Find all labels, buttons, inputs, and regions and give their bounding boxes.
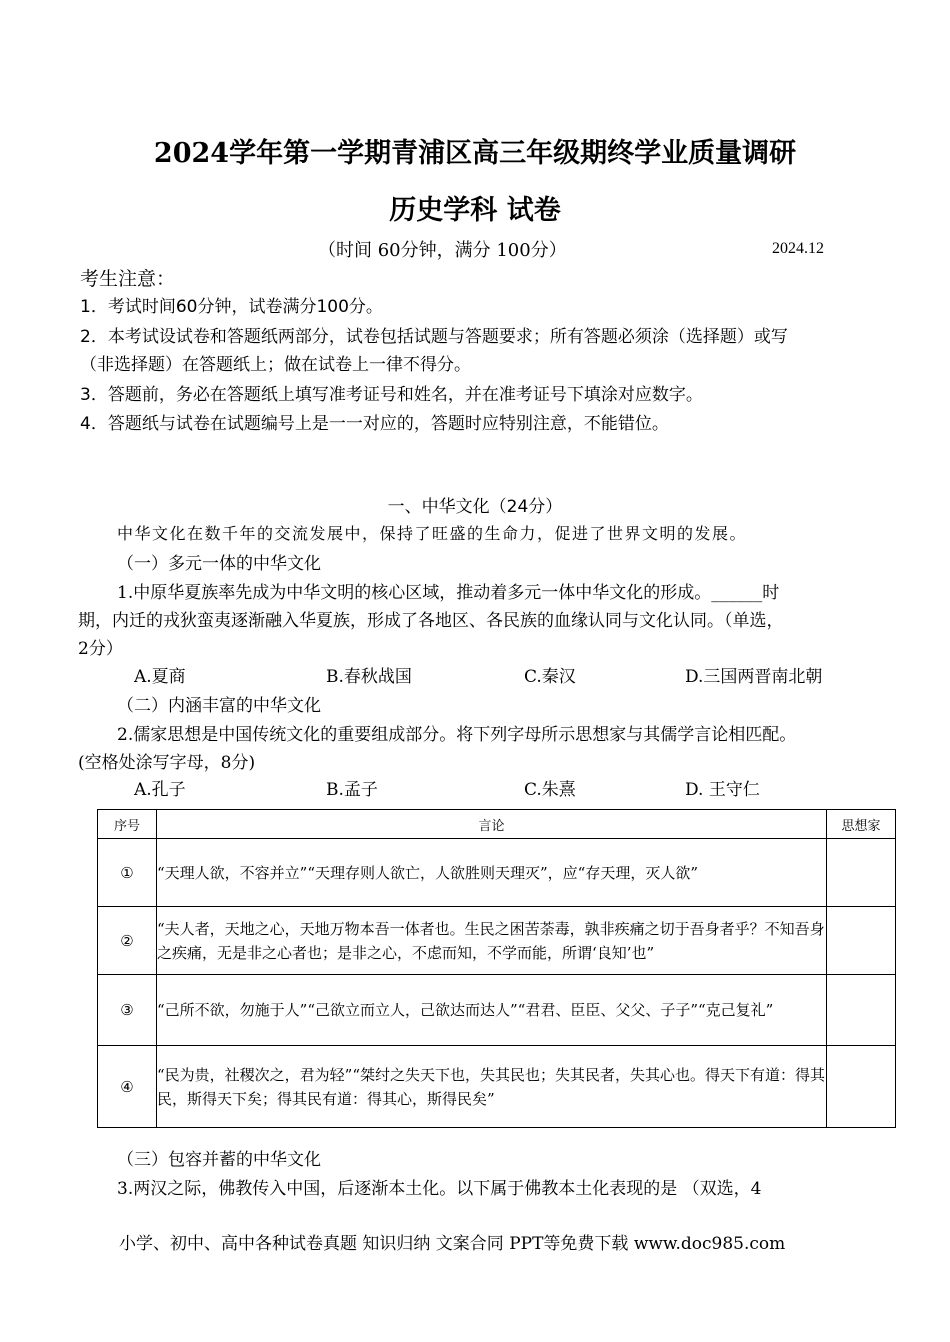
- table-row: [98, 839, 896, 907]
- notice-item: （非选择题）在答题纸上；做在试卷上一律不得分。: [80, 355, 471, 375]
- question-1-text: 2分）: [78, 639, 123, 659]
- answer-cell[interactable]: [827, 975, 896, 1046]
- row-number: ④: [98, 1046, 157, 1128]
- question-1-text: 期，内迁的戎狄蛮夷逐渐融入华夏族，形成了各地区、各民族的血缘认同与文化认同。（单选，: [78, 611, 784, 631]
- q1-option-d: D.三国两晋南北朝: [685, 667, 823, 687]
- part-heading-1: （一）多元一体的中华文化: [117, 554, 321, 574]
- notice-heading: 考生注意：: [80, 268, 176, 290]
- q2-option-a: A.孔子: [134, 780, 186, 800]
- exam-date: 2024.12: [772, 240, 824, 257]
- section-title: 一、中华文化（24分）: [387, 497, 563, 517]
- header-number: 序号: [98, 810, 157, 839]
- question-3-text: 3.两汉之际，佛教传入中国，后逐渐本土化。以下属于佛教本土化表现的是 （双选，4: [117, 1179, 762, 1199]
- notice-item: 1．考试时间60分钟，试卷满分100分。: [80, 297, 383, 317]
- answer-cell[interactable]: [827, 907, 896, 975]
- subject-title: 历史学科 试卷: [389, 195, 561, 226]
- table-row: [98, 975, 896, 1046]
- footer-text: 小学、初中、高中各种试卷真题 知识归纳 文案合同 PPT等免费下载 www.doc985.com: [119, 1234, 786, 1254]
- part-heading-2: （二）内涵丰富的中华文化: [117, 696, 321, 716]
- header-quote: 言论: [157, 810, 827, 839]
- answer-cell[interactable]: [827, 1046, 896, 1128]
- row-quote: “己所不欲，勿施于人”“己欲立而立人，己欲达而达人”“君君、臣臣、父父、子子”“克己复礼”: [157, 975, 827, 1046]
- question-1-text: 1.中原华夏族率先成为中华文明的核心区域，推动着多元一体中华文化的形成。______时: [117, 583, 780, 603]
- q1-option-c: C.秦汉: [524, 667, 576, 687]
- section-intro: 中华文化在数千年的交流发展中，保持了旺盛的生命力，促进了世界文明的发展。: [117, 524, 748, 543]
- notice-item: 3．答题前，务必在答题纸上填写准考证号和姓名，并在准考证号下填涂对应数字。: [80, 385, 703, 405]
- q1-option-b: B.春秋战国: [326, 667, 412, 687]
- table-header-row: [98, 810, 896, 839]
- question-2-text: 2.儒家思想是中国传统文化的重要组成部分。将下列字母所示思想家与其儒学言论相匹配。: [117, 725, 797, 745]
- q2-option-b: B.孟子: [326, 780, 378, 800]
- exam-title: 2024学年第一学期青浦区高三年级期终学业质量调研: [153, 138, 797, 169]
- notice-item: 4．答题纸与试卷在试题编号上是一一对应的，答题时应特别注意，不能错位。: [80, 414, 669, 434]
- row-number: ①: [98, 839, 157, 907]
- row-quote: “天理人欲，不容并立”“天理存则人欲亡，人欲胜则天理灭”，应“存天理，灭人欲”: [157, 839, 827, 907]
- q1-option-a: A.夏商: [134, 667, 186, 687]
- header-thinker: 思想家: [827, 810, 896, 839]
- matching-table: [97, 809, 896, 1128]
- part-heading-3: （三）包容并蓄的中华文化: [117, 1150, 321, 1170]
- row-number: ②: [98, 907, 157, 975]
- exam-info: （时间 60分钟，满分 100分）: [318, 240, 567, 261]
- table-row: [98, 1046, 896, 1128]
- question-2-text: (空格处涂写字母，8分): [78, 753, 256, 773]
- row-quote: “夫人者，天地之心，天地万物本吾一体者也。生民之困苦荼毒，孰非疾痛之切于吾身者乎？不知吾身之疾痛，无是非之心者也；是非之心，不虑而知，不学而能，所谓‘良知’也”: [157, 907, 827, 975]
- row-quote: “民为贵，社稷次之，君为轻”“桀纣之失天下也，失其民也；失其民者，失其心也。得天下有道：得其民，斯得天下矣；得其民有道：得其心，斯得民矣”: [157, 1046, 827, 1128]
- answer-cell[interactable]: [827, 839, 896, 907]
- q2-option-c: C.朱熹: [524, 780, 576, 800]
- row-number: ③: [98, 975, 157, 1046]
- table-row: [98, 907, 896, 975]
- q2-option-d: D. 王守仁: [685, 780, 760, 800]
- notice-item: 2．本考试设试卷和答题纸两部分，试卷包括试题与答题要求；所有答题必须涂（选择题）或写: [80, 327, 788, 347]
